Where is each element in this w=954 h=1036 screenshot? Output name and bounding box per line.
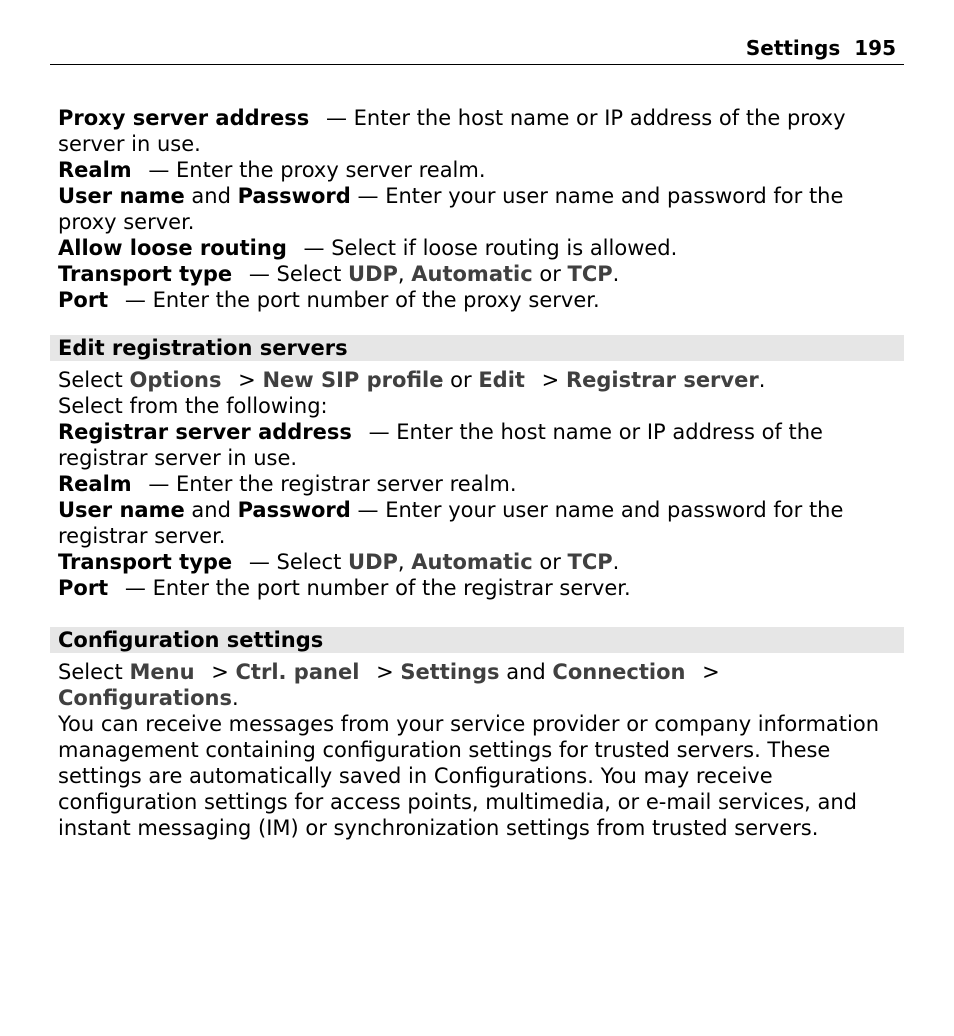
term: Allow loose routing xyxy=(58,236,287,260)
proxy-item-transport xyxy=(58,261,904,287)
menu-edit: Edit xyxy=(478,368,525,392)
conjunction: or xyxy=(539,550,561,574)
term: Proxy server address xyxy=(58,106,310,130)
option-tcp: TCP xyxy=(567,550,613,574)
option-automatic: Automatic xyxy=(411,550,533,574)
conjunction: or xyxy=(450,368,472,392)
period: . xyxy=(612,550,620,574)
description: — Enter the port number of the registrar server. xyxy=(124,576,631,600)
registrar-item-transport xyxy=(58,549,904,575)
proxy-item-address xyxy=(58,105,904,157)
menu-menu: Menu xyxy=(129,660,195,684)
term: Port xyxy=(58,288,109,312)
description-prefix: — Select xyxy=(248,550,342,574)
term-password: Password xyxy=(237,498,351,522)
path-text: Select xyxy=(58,368,123,392)
term: Transport type xyxy=(58,550,233,574)
proxy-item-credentials xyxy=(58,183,904,235)
menu-registrar-server: Registrar server xyxy=(565,368,759,392)
description: — Enter the registrar server realm. xyxy=(148,472,517,496)
period: . xyxy=(231,686,239,710)
registrar-item-credentials xyxy=(58,497,904,549)
term: Realm xyxy=(58,472,132,496)
path-separator: > xyxy=(541,368,560,392)
term: Port xyxy=(58,576,109,600)
registration-intro: Select from the following: xyxy=(58,394,328,418)
configuration-menu-path xyxy=(58,659,904,711)
page-content xyxy=(58,105,904,841)
option-udp: UDP xyxy=(348,262,398,286)
configuration-paragraph: You can receive messages from your service provider or company information management containing configuration settings for trusted servers. These settings are automatically saved in Configurations. You may receive configuration settings for access points, multimedia, or e-mail services, and instant messaging (IM) or synchronization settings from trusted servers. xyxy=(58,712,880,840)
comma: , xyxy=(397,262,405,286)
conjunction: or xyxy=(539,262,561,286)
menu-settings: Settings xyxy=(400,660,500,684)
conjunction: and xyxy=(191,184,231,208)
menu-connection: Connection xyxy=(552,660,686,684)
term: Registrar server address xyxy=(58,420,352,444)
header-section-title: Settings xyxy=(745,36,841,60)
registrar-item-address xyxy=(58,419,904,471)
description: — Enter your user name and password for the registrar server. xyxy=(58,498,844,548)
path-separator: > xyxy=(702,660,720,684)
page-header xyxy=(50,36,904,65)
period: . xyxy=(758,368,766,392)
description: — Enter the port number of the proxy server. xyxy=(124,288,600,312)
menu-new-sip-profile: New SIP profile xyxy=(262,368,444,392)
menu-ctrl-panel: Ctrl. panel xyxy=(235,660,360,684)
registrar-item-port xyxy=(58,575,904,601)
description: — Enter the proxy server realm. xyxy=(148,158,486,182)
registrar-item-realm xyxy=(58,471,904,497)
path-separator: > xyxy=(211,660,229,684)
option-tcp: TCP xyxy=(567,262,613,286)
proxy-item-port xyxy=(58,287,904,313)
term: Realm xyxy=(58,158,132,182)
proxy-item-realm xyxy=(58,157,904,183)
conjunction: and xyxy=(191,498,231,522)
conjunction: and xyxy=(506,660,546,684)
description: — Enter your user name and password for the proxy server. xyxy=(58,184,844,234)
description: — Enter the host name or IP address of the registrar server in use. xyxy=(58,420,823,470)
option-udp: UDP xyxy=(348,550,398,574)
comma: , xyxy=(397,550,405,574)
term-password: Password xyxy=(237,184,351,208)
menu-options: Options xyxy=(129,368,222,392)
term: Transport type xyxy=(58,262,233,286)
period: . xyxy=(612,262,620,286)
page-number: 195 xyxy=(854,36,896,60)
path-separator: > xyxy=(238,368,256,392)
option-automatic: Automatic xyxy=(411,262,533,286)
path-separator: > xyxy=(376,660,394,684)
description-prefix: — Select xyxy=(248,262,342,286)
section-heading-registration: Edit registration servers xyxy=(50,335,904,361)
description: — Enter the host name or IP address of the proxy server in use. xyxy=(58,106,846,156)
term-username: User name xyxy=(58,498,185,522)
proxy-item-loose-routing xyxy=(58,235,904,261)
section-heading-configuration: Configuration settings xyxy=(50,627,904,653)
term-username: User name xyxy=(58,184,185,208)
menu-configurations: Configurations xyxy=(58,686,232,710)
registration-menu-path xyxy=(58,367,904,393)
path-text: Select xyxy=(58,660,123,684)
description: — Select if loose routing is allowed. xyxy=(303,236,678,260)
